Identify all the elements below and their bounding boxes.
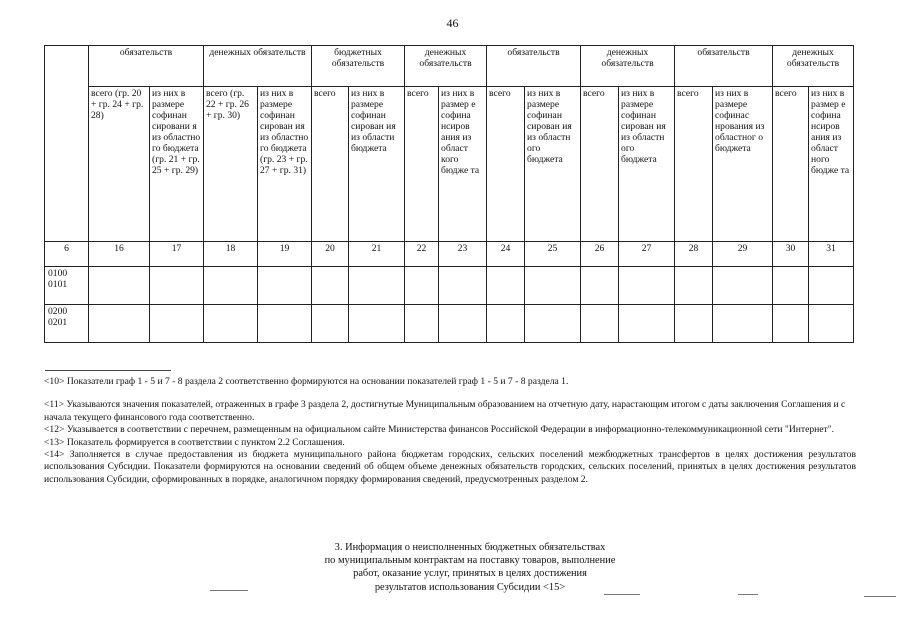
footnote-12: <12> Указывается в соответствии с перечнем, размещенным на официальном сайте Министерства финансов Российской Федерации в информационно-телекоммуникационной сети "Интернет". (44, 424, 835, 436)
table-cell (773, 267, 809, 305)
table-cell (487, 305, 525, 343)
table-cell (713, 267, 773, 305)
column-number: 29 (713, 242, 773, 267)
section-3-line: результатов использования Субсидии <15> (374, 581, 566, 593)
header-group: денежных обязательств (581, 46, 675, 87)
table-cell (713, 305, 773, 343)
header-group: бюджетных обязательств (312, 46, 405, 87)
table-cell (487, 267, 525, 305)
table-cell (619, 267, 675, 305)
column-number: 23 (439, 242, 487, 267)
scan-mark (210, 590, 248, 591)
subheader-cell: всего (312, 87, 349, 242)
table-cell (89, 305, 150, 343)
section-3-line: 3. Информация о неисполненных бюджетных обязательствах (334, 542, 606, 553)
row-code: 0200 (48, 306, 68, 317)
scan-mark (864, 596, 896, 597)
table-cell (581, 305, 619, 343)
header-corner-cell (45, 46, 89, 242)
column-number-row (45, 242, 854, 267)
table-cell (204, 305, 258, 343)
section-3-line: работ, оказание услуг, принятых в целях достижения (353, 568, 587, 580)
subheader-cell: всего (773, 87, 809, 242)
table-cell (204, 267, 258, 305)
column-number: 16 (89, 242, 150, 267)
subheader-cell: всего (675, 87, 713, 242)
row-code: 0101 (48, 279, 68, 290)
table-cell (89, 267, 150, 305)
table-cell (405, 305, 439, 343)
column-number: 17 (150, 242, 204, 267)
column-number: 20 (312, 242, 349, 267)
column-number: 18 (204, 242, 258, 267)
subheader-cell: из них в размер е софина нсиров ания из област кого бюдже та (439, 87, 487, 242)
header-group: денежных обязательств (204, 46, 312, 87)
table-cell (675, 305, 713, 343)
table-cell (619, 305, 675, 343)
table-cell (809, 267, 854, 305)
column-number: 30 (773, 242, 809, 267)
obligations-table (44, 45, 854, 343)
footnote-14: <14> Заполняется в случае предоставления из бюджета муниципального района бюджетам городских, сельских поселений межбюджетных трансфертов в целях достижения результатов использования Субсидии. Показатели формируются на основании сведений об общем объеме денежных обязательств городских, сельских поселений, принятых в целях достижения результатов использования Субсидии, сформированных в порядке, аналогичном порядку формирования сведений, предусмотренных разделом 2. (44, 449, 856, 485)
table-cell (349, 305, 405, 343)
table-cell (258, 267, 312, 305)
subheader-cell: из них в размер е софина нсиров ания из област ного бюдже та (809, 87, 854, 242)
table-cell (258, 305, 312, 343)
column-number: 31 (809, 242, 854, 267)
section-3-heading (265, 541, 675, 594)
table-cell (809, 305, 854, 343)
row-code: 0100 (48, 268, 68, 279)
table-cell (581, 267, 619, 305)
subheader-cell: из них в размере софинан сирован ия из областн ого бюджета (525, 87, 581, 242)
row-code: 0201 (48, 317, 68, 328)
table-cell (312, 267, 349, 305)
subheader-cell: из них в размере софинас нрования из областног о бюджета (713, 87, 773, 242)
header-group: обязательств (487, 46, 581, 87)
table-cell (349, 267, 405, 305)
footnote-11: <11> Указываются значения показателей, отраженных в графе 3 раздела 2, достигнутые Муниципальным образованием на отчетную дату, нарастающим итогом с даты заключения Соглашения и с начала текущего финансового года соответственно. (44, 399, 846, 423)
table-cell (773, 305, 809, 343)
header-group: обязательств (675, 46, 773, 87)
header-group: денежных обязательств (773, 46, 854, 87)
column-number: 27 (619, 242, 675, 267)
table-cell (150, 267, 204, 305)
page-number: 46 (446, 16, 459, 30)
section-3-line: по муниципальным контрактам на поставку товаров, выполнение (324, 555, 616, 567)
scan-mark (604, 594, 640, 595)
column-number: 26 (581, 242, 619, 267)
row-code-cell (45, 305, 89, 343)
scan-mark (738, 594, 758, 595)
footnote-13: <13> Показатель формируется в соответствии с пунктом 2.2 Соглашения. (44, 436, 345, 448)
table-row (45, 305, 854, 343)
column-number: 25 (525, 242, 581, 267)
table-cell (312, 305, 349, 343)
subheader-cell: всего (гр. 20 + гр. 24 + гр. 28) (89, 87, 150, 242)
table-header-sub (45, 87, 854, 242)
table-cell (525, 305, 581, 343)
table-cell (525, 267, 581, 305)
subheader-cell: из них в размере софинан сирован ия из области бюджета (349, 87, 405, 242)
table-row (45, 267, 854, 305)
column-number: 24 (487, 242, 525, 267)
header-group: денежных обязательств (405, 46, 487, 87)
footnote-10: <10> Показатели граф 1 - 5 и 7 - 8 раздела 2 соответственно формируются на основании показателей граф 1 - 5 и 7 - 8 раздела 1. (44, 376, 569, 387)
table-cell (150, 305, 204, 343)
table-header-top (45, 46, 854, 87)
column-number: 28 (675, 242, 713, 267)
footnote-separator (45, 370, 171, 371)
subheader-cell: всего (581, 87, 619, 242)
table-cell (675, 267, 713, 305)
column-number: 22 (405, 242, 439, 267)
table-cell (439, 305, 487, 343)
footnotes (44, 376, 856, 486)
subheader-cell: из них в размере софинан сирован ия из областн ого бюджета (619, 87, 675, 242)
table-cell (405, 267, 439, 305)
header-group: обязательств (89, 46, 204, 87)
column-number: 6 (45, 242, 89, 267)
subheader-cell: всего (гр. 22 + гр. 26 + гр. 30) (204, 87, 258, 242)
column-number: 21 (349, 242, 405, 267)
table-cell (439, 267, 487, 305)
subheader-cell: всего (405, 87, 439, 242)
column-number: 19 (258, 242, 312, 267)
subheader-cell: из них в размере софинан сирован ия из областно го бюджета (гр. 23 + гр. 27 + гр. 31) (258, 87, 312, 242)
row-code-cell (45, 267, 89, 305)
subheader-cell: из них в размере софинан сировани я из областно го бюджета (гр. 21 + гр. 25 + гр. 29) (150, 87, 204, 242)
subheader-cell: всего (487, 87, 525, 242)
